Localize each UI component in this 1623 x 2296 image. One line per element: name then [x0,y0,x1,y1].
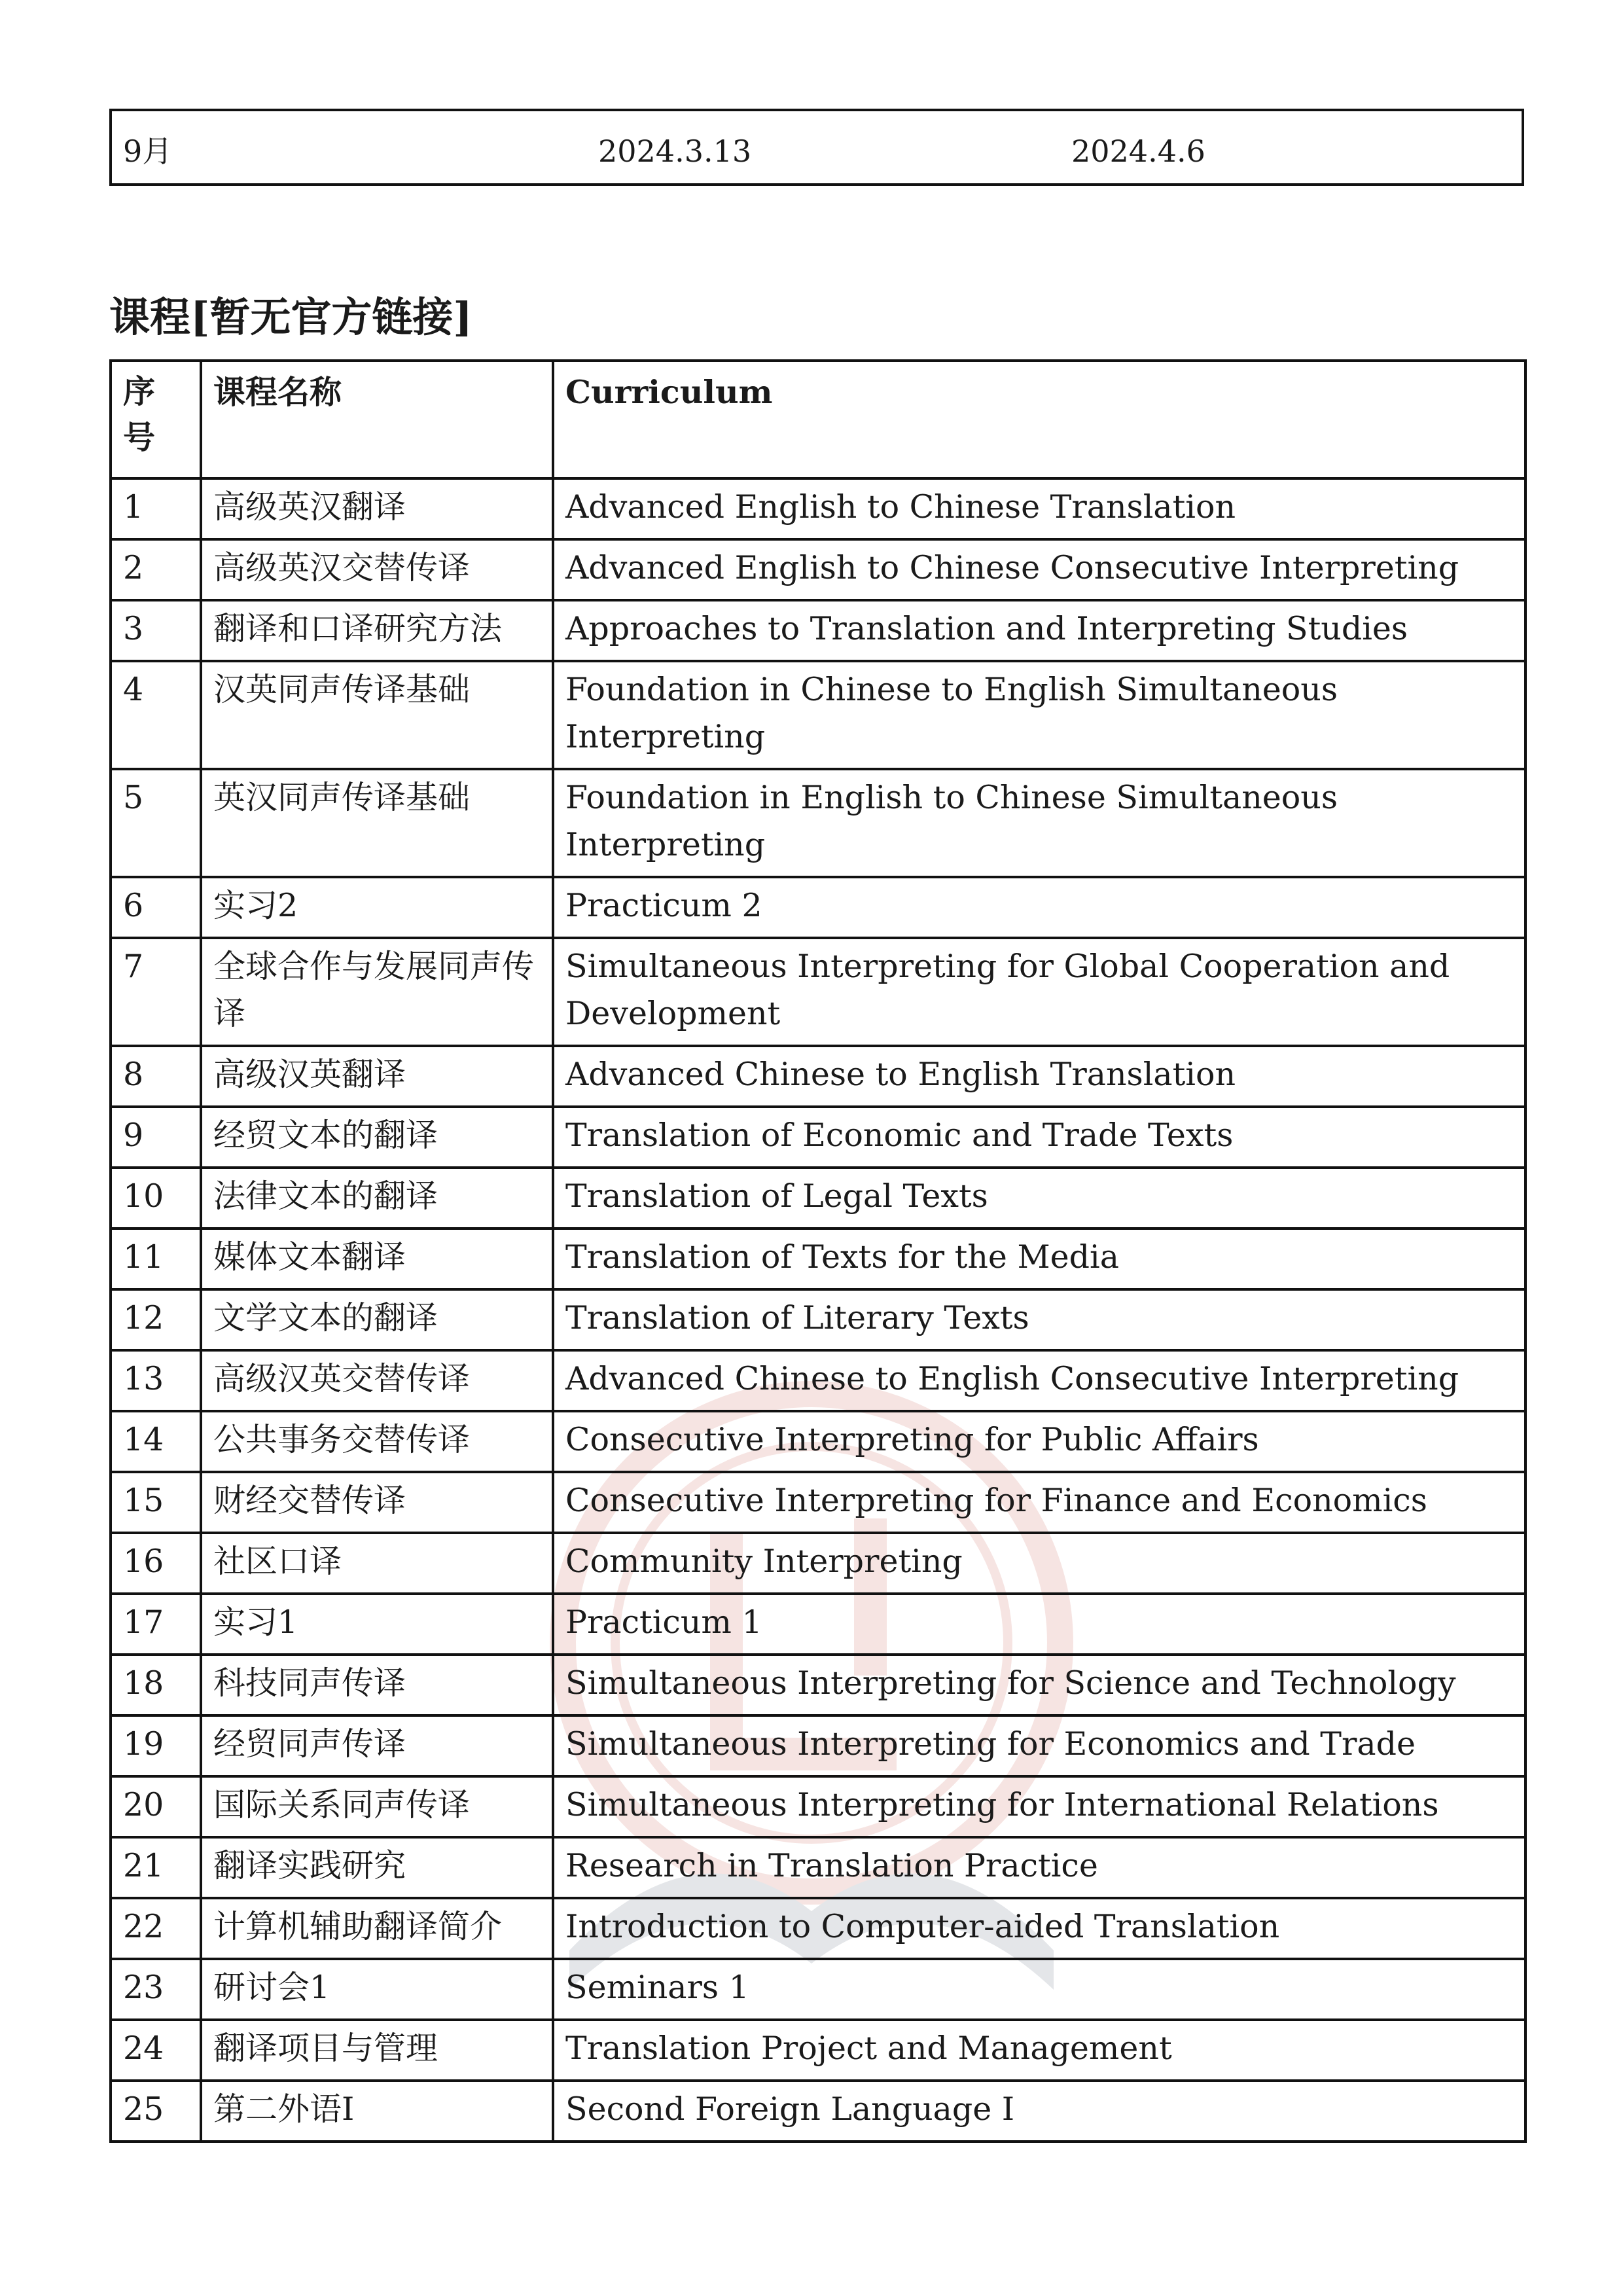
table-row [111,1837,1525,1898]
course-curriculum-cell: Simultaneous Interpreting for International Relations [553,1776,1525,1837]
course-curriculum-cell: Consecutive Interpreting for Finance and Economics [553,1472,1525,1533]
date-start-cell: 2024.3.13 [598,134,752,169]
table-row [111,1472,1525,1533]
course-curriculum-cell: Simultaneous Interpreting for Science and Technology [553,1655,1525,1715]
course-curriculum-cell: Advanced English to Chinese Consecutive Interpreting [553,539,1525,600]
table-row [111,1776,1525,1837]
table-row [111,1289,1525,1350]
table-body [111,478,1525,2142]
course-number-cell: 13 [111,1350,201,1411]
course-curriculum-cell: Foundation in English to Chinese Simultaneous Interpreting [553,769,1525,877]
course-curriculum-cell: Translation of Legal Texts [553,1168,1525,1229]
course-number-cell: 17 [111,1594,201,1655]
course-name-cell: 第二外语I [201,2081,553,2142]
header-no: 序号 [111,361,201,478]
course-name-cell: 国际关系同声传译 [201,1776,553,1837]
dates-table-row [109,109,1524,186]
course-name-cell: 公共事务交替传译 [201,1411,553,1472]
table-row [111,1898,1525,1959]
table-row [111,938,1525,1046]
header-curriculum: Curriculum [553,361,1525,478]
course-curriculum-cell: Simultaneous Interpreting for Economics and Trade [553,1715,1525,1776]
table-row [111,2081,1525,2142]
table-row [111,1533,1525,1594]
table-row [111,1594,1525,1655]
course-name-cell: 高级汉英翻译 [201,1046,553,1107]
course-name-cell: 财经交替传译 [201,1472,553,1533]
table-row [111,661,1525,769]
table-row [111,1715,1525,1776]
course-number-cell: 8 [111,1046,201,1107]
course-curriculum-cell: Advanced Chinese to English Translation [553,1046,1525,1107]
table-row [111,1411,1525,1472]
section-title: 课程[暂无官方链接] [109,293,473,341]
course-number-cell: 15 [111,1472,201,1533]
course-number-cell: 21 [111,1837,201,1898]
table-row [111,1107,1525,1168]
course-name-cell: 文学文本的翻译 [201,1289,553,1350]
course-name-cell: 全球合作与发展同声传译 [201,938,553,1046]
course-number-cell: 25 [111,2081,201,2142]
course-number-cell: 10 [111,1168,201,1229]
course-number-cell: 9 [111,1107,201,1168]
course-number-cell: 3 [111,600,201,661]
table-row [111,478,1525,539]
table-row [111,1350,1525,1411]
course-number-cell: 23 [111,1959,201,2020]
course-number-cell: 1 [111,478,201,539]
table-row [111,769,1525,877]
course-curriculum-cell: Introduction to Computer-aided Translation [553,1898,1525,1959]
course-curriculum-cell: Translation of Texts for the Media [553,1229,1525,1289]
table-row [111,2020,1525,2081]
course-name-cell: 英汉同声传译基础 [201,769,553,877]
table-row [111,1655,1525,1715]
course-curriculum-cell: Seminars 1 [553,1959,1525,2020]
course-name-cell: 高级英汉交替传译 [201,539,553,600]
course-name-cell: 经贸文本的翻译 [201,1107,553,1168]
course-number-cell: 5 [111,769,201,877]
course-curriculum-cell: Translation Project and Management [553,2020,1525,2081]
course-number-cell: 16 [111,1533,201,1594]
table-row [111,1229,1525,1289]
course-number-cell: 19 [111,1715,201,1776]
course-curriculum-cell: Translation of Literary Texts [553,1289,1525,1350]
course-curriculum-cell: Translation of Economic and Trade Texts [553,1107,1525,1168]
course-number-cell: 24 [111,2020,201,2081]
course-name-cell: 经贸同声传译 [201,1715,553,1776]
course-number-cell: 14 [111,1411,201,1472]
course-name-cell: 高级英汉翻译 [201,478,553,539]
course-curriculum-cell: Research in Translation Practice [553,1837,1525,1898]
table-row [111,1046,1525,1107]
course-name-cell: 实习2 [201,877,553,938]
course-name-cell: 媒体文本翻译 [201,1229,553,1289]
month-cell: 9月 [123,134,173,169]
table-header-row [111,361,1525,478]
course-name-cell: 高级汉英交替传译 [201,1350,553,1411]
course-curriculum-cell: Second Foreign Language I [553,2081,1525,2142]
course-name-cell: 计算机辅助翻译简介 [201,1898,553,1959]
course-curriculum-cell: Advanced English to Chinese Translation [553,478,1525,539]
table-row [111,539,1525,600]
course-name-cell: 研讨会1 [201,1959,553,2020]
course-number-cell: 6 [111,877,201,938]
course-number-cell: 12 [111,1289,201,1350]
course-curriculum-cell: Foundation in Chinese to English Simultaneous Interpreting [553,661,1525,769]
course-name-cell: 法律文本的翻译 [201,1168,553,1229]
curriculum-table [109,359,1527,2143]
course-number-cell: 7 [111,938,201,1046]
course-curriculum-cell: Advanced Chinese to English Consecutive Interpreting [553,1350,1525,1411]
course-curriculum-cell: Practicum 2 [553,877,1525,938]
table-row [111,600,1525,661]
course-name-cell: 翻译实践研究 [201,1837,553,1898]
course-number-cell: 4 [111,661,201,769]
course-name-cell: 社区口译 [201,1533,553,1594]
header-name: 课程名称 [201,361,553,478]
course-curriculum-cell: Practicum 1 [553,1594,1525,1655]
table-row [111,1168,1525,1229]
course-name-cell: 科技同声传译 [201,1655,553,1715]
course-name-cell: 翻译和口译研究方法 [201,600,553,661]
table-row [111,1959,1525,2020]
course-number-cell: 11 [111,1229,201,1289]
course-name-cell: 翻译项目与管理 [201,2020,553,2081]
course-number-cell: 18 [111,1655,201,1715]
course-number-cell: 2 [111,539,201,600]
course-curriculum-cell: Community Interpreting [553,1533,1525,1594]
course-curriculum-cell: Approaches to Translation and Interpreting Studies [553,600,1525,661]
course-curriculum-cell: Consecutive Interpreting for Public Affairs [553,1411,1525,1472]
course-number-cell: 20 [111,1776,201,1837]
date-end-cell: 2024.4.6 [1071,134,1205,169]
course-number-cell: 22 [111,1898,201,1959]
course-name-cell: 实习1 [201,1594,553,1655]
table-row [111,877,1525,938]
course-curriculum-cell: Simultaneous Interpreting for Global Cooperation and Development [553,938,1525,1046]
course-name-cell: 汉英同声传译基础 [201,661,553,769]
